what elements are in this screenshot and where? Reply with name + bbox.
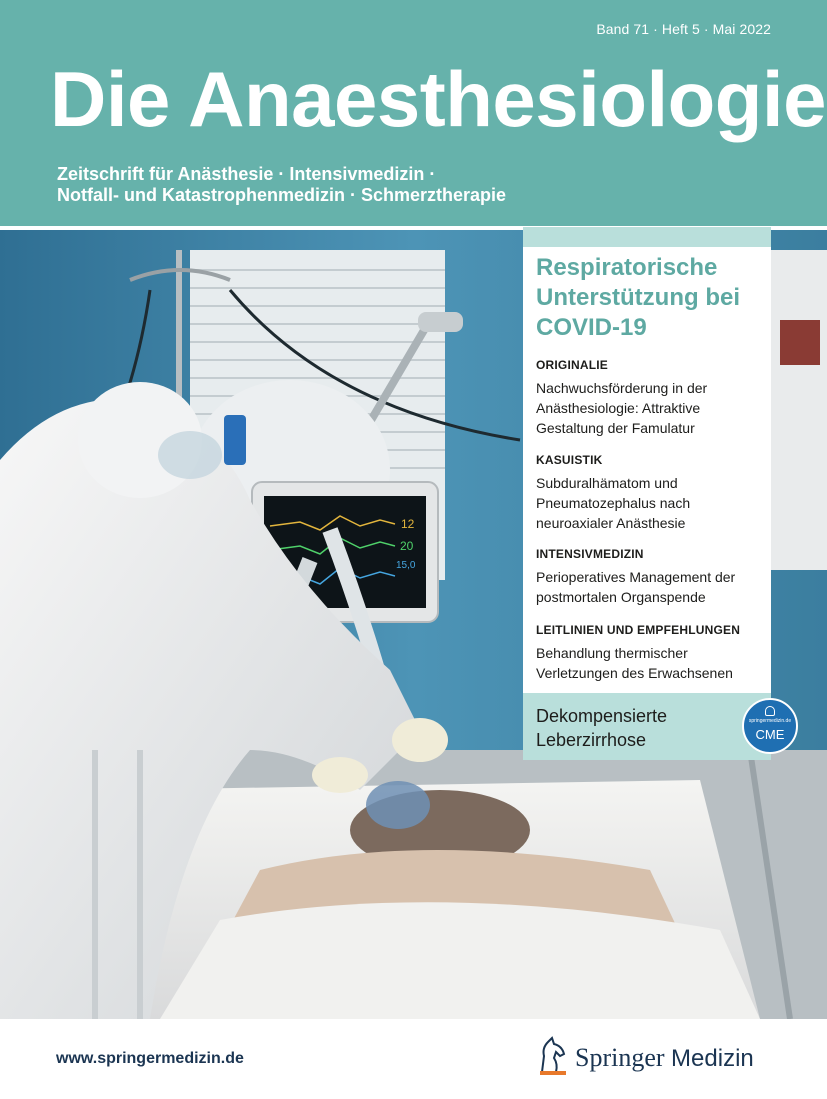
section-text-originalie: Nachwuchsförderung in der Anästhesiologie: Attraktive Gestaltung der Famulatur xyxy=(536,380,708,436)
brand-name: Medizin xyxy=(671,1045,754,1072)
issue-info: Band 71 · Heft 5 · Mai 2022 xyxy=(596,21,771,37)
section-text-leitlinien: Behandlung thermischer Verletzungen des Erwachsenen xyxy=(536,645,733,681)
subtitle-line-2: Notfall- und Katastrophenmedizin · Schmerztherapie xyxy=(57,185,507,205)
section-text-kasuistik: Subduralhämatom und Pneumatozephalus nach neuroaxialer Anästhesie xyxy=(536,475,691,531)
monitor-value-top: 12 xyxy=(401,517,415,531)
ventilation-mask xyxy=(366,781,430,829)
section-label-originalie: ORIGINALIE xyxy=(536,358,609,372)
journal-subtitle xyxy=(57,164,506,206)
cme-badge-site: springermedizin.de xyxy=(748,718,792,724)
section-text-intensivmedizin: Perioperatives Management der postmortalen Organspende xyxy=(536,569,736,605)
contents-panel xyxy=(523,247,771,693)
cme-badge-label: CME xyxy=(755,727,785,742)
monitor-value-low: 15,0 xyxy=(396,560,416,571)
springer-horse-logo-icon xyxy=(536,1036,570,1076)
section-label-kasuistik: KASUISTIK xyxy=(536,453,603,467)
journal-title: Die Anaesthesiologie xyxy=(50,55,826,143)
cme-topic: Dekompensierte Leberzirrhose xyxy=(536,706,668,750)
section-label-intensivmedizin: INTENSIVMEDIZIN xyxy=(536,547,644,561)
cme-badge-icon xyxy=(742,698,798,754)
footer-url: www.springermedizin.de xyxy=(56,1050,244,1067)
springer-medizin-wordmark xyxy=(575,1043,754,1073)
cme-symbol-icon xyxy=(765,706,775,716)
cover-headline: Respiratorische Unterstützung bei COVID-19 xyxy=(536,254,740,341)
cover-header xyxy=(0,0,827,226)
monitor-value-mid: 20 xyxy=(400,539,414,553)
publisher-name: Springer xyxy=(575,1043,665,1072)
subtitle-line-1: Zeitschrift für Anästhesie · Intensivmedizin · xyxy=(57,164,436,184)
cover-footer xyxy=(0,1019,827,1099)
section-label-leitlinien: LEITLINIEN UND EMPFEHLUNGEN xyxy=(536,623,741,637)
cme-box xyxy=(523,693,771,760)
panel-top-strip xyxy=(523,227,771,247)
